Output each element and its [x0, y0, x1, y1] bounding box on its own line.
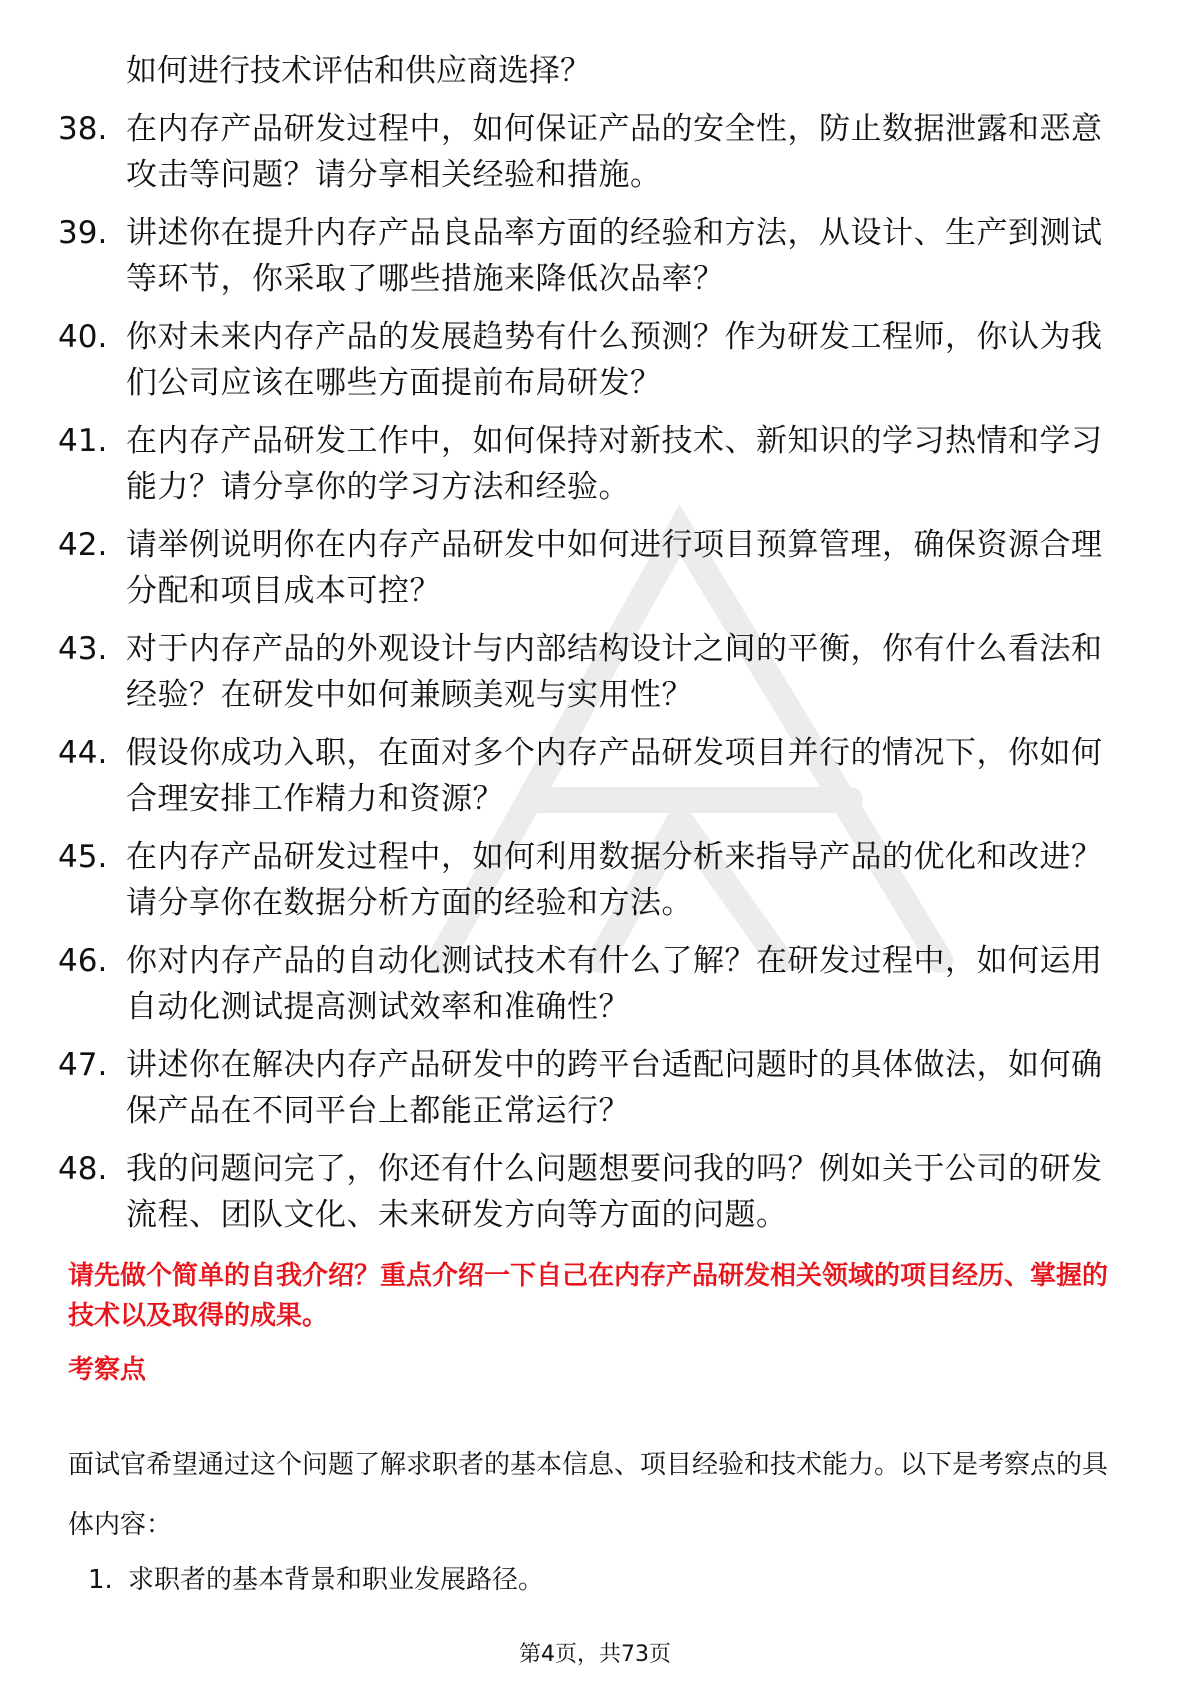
- question-text: 在内存产品研发工作中，如何保持对新技术、新知识的学习热情和学习能力？请分享你的学习方法和经验。: [126, 423, 1103, 505]
- point-number: 1.: [88, 1565, 113, 1595]
- question-number: 48.: [58, 1151, 108, 1187]
- question-number: 43.: [58, 631, 108, 667]
- point-text: 求职者的基本背景和职业发展路径。: [128, 1565, 545, 1595]
- question-number: 47.: [58, 1047, 108, 1083]
- question-text: 假设你成功入职，在面对多个内存产品研发项目并行的情况下，你如何合理安排工作精力和资源？: [126, 735, 1103, 817]
- question-item-43: [58, 626, 1118, 718]
- intro-paragraph: 面试官希望通过这个问题了解求职者的基本信息、项目经验和技术能力。以下是考察点的具体内容：: [68, 1450, 1109, 1540]
- question-text: 我的问题问完了，你还有什么问题想要问我的吗？例如关于公司的研发流程、团队文化、未来研发方向等方面的问题。: [126, 1151, 1103, 1233]
- question-text: 讲述你在解决内存产品研发中的跨平台适配问题时的具体做法，如何确保产品在不同平台上都能正常运行？: [126, 1047, 1103, 1129]
- continued-question-line: 如何进行技术评估和供应商选择？: [126, 53, 591, 89]
- question-number: 39.: [58, 215, 108, 251]
- question-text: 请举例说明你在内存产品研发中如何进行项目预算管理，确保资源合理分配和项目成本可控？: [126, 527, 1103, 609]
- question-text: 在内存产品研发过程中，如何保证产品的安全性，防止数据泄露和恶意攻击等问题？请分享相关经验和措施。: [126, 111, 1103, 193]
- question-item-40: [58, 314, 1118, 406]
- question-text: 讲述你在提升内存产品良品率方面的经验和方法，从设计、生产到测试等环节，你采取了哪些措施来降低次品率？: [126, 215, 1103, 297]
- question-number: 40.: [58, 319, 108, 355]
- question-number: 45.: [58, 839, 108, 875]
- highlighted-question: 请先做个简单的自我介绍？重点介绍一下自己在内存产品研发相关领域的项目经历、掌握的技术以及取得的成果。: [68, 1261, 1109, 1331]
- section-title: 考察点: [68, 1355, 147, 1385]
- question-text: 在内存产品研发过程中，如何利用数据分析来指导产品的优化和改进？请分享你在数据分析方面的经验和方法。: [126, 839, 1103, 921]
- question-item-44: [58, 730, 1118, 822]
- question-text: 你对未来内存产品的发展趋势有什么预测？作为研发工程师，你认为我们公司应该在哪些方面提前布局研发？: [126, 319, 1103, 401]
- question-list: [58, 48, 1118, 1250]
- question-item-45: [58, 834, 1118, 926]
- question-item-46: [58, 938, 1118, 1030]
- question-number: 41.: [58, 423, 108, 459]
- question-text: 你对内存产品的自动化测试技术有什么了解？在研发过程中，如何运用自动化测试提高测试效率和准确性？: [126, 943, 1103, 1025]
- page-footer: 第4页，共73页: [519, 1642, 671, 1667]
- question-item-48: [58, 1146, 1118, 1238]
- question-item-47: [58, 1042, 1118, 1134]
- question-item-42: [58, 522, 1118, 614]
- question-item-41: [58, 418, 1118, 510]
- question-text: 对于内存产品的外观设计与内部结构设计之间的平衡，你有什么看法和经验？在研发中如何兼顾美观与实用性？: [126, 631, 1103, 713]
- question-item-38: [58, 106, 1118, 198]
- evaluation-point-item: [88, 1560, 544, 1600]
- question-number: 46.: [58, 943, 108, 979]
- question-number: 38.: [58, 111, 108, 147]
- question-item-39: [58, 210, 1118, 302]
- question-number: 42.: [58, 527, 108, 563]
- question-number: 44.: [58, 735, 108, 771]
